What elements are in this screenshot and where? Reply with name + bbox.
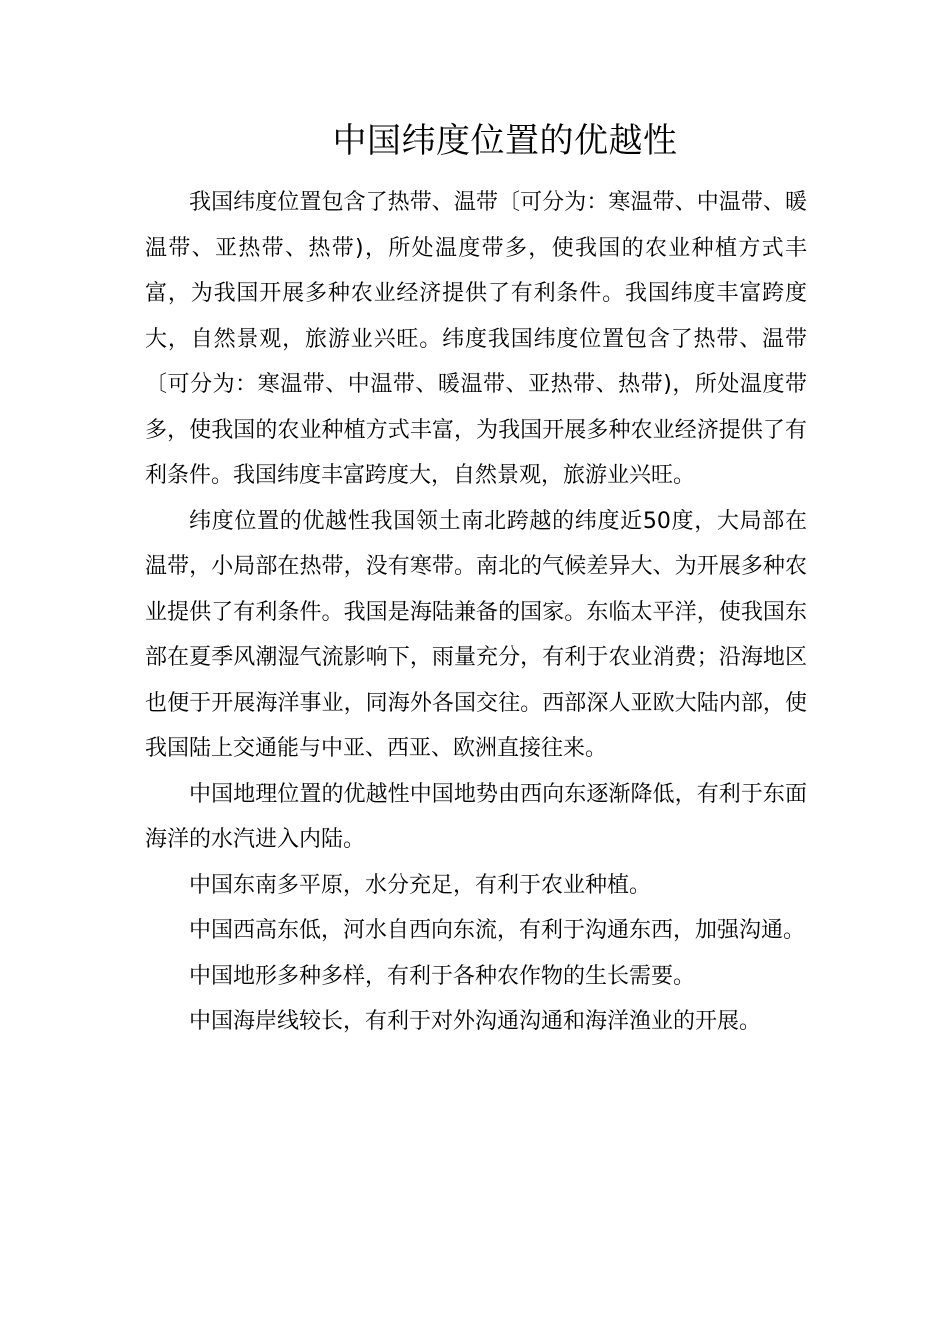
paragraph-latitude-advantages: 纬度位置的优越性我国领土南北跨越的纬度近50度，大局部在温带，小局部在热带，没有寒带。南北的气候差异大、为开展多种农业提供了有利条件。我国是海陆兼备的国家。东临太平洋，使我国东部在夏季风潮湿气流影响下，雨量充分，有利于农业消费；沿海地区也便于开展海洋事业，同海外各国交往。西部深人亚欧大陆内部，使我国陆上交通能与中亚、西亚、欧洲直接往来。 xyxy=(145,508,807,761)
document-title: 中国纬度位置的优越性 xyxy=(332,121,678,161)
paragraph-coastline: 中国海岸线较长，有利于对外沟通沟通和海洋渔业的开展。 xyxy=(189,1009,762,1034)
paragraph-terrain-variety: 中国地形多种多样，有利于各种农作物的生长需要。 xyxy=(189,963,696,989)
paragraph-terrain-slope: 中国地理位置的优越性中国地势由西向东逐渐降低，有利于东面海洋的水汽进入内陆。 xyxy=(145,781,807,852)
paragraph-rivers-flow: 中国西高东低，河水自西向东流，有利于沟通东西，加强沟通。 xyxy=(189,918,806,943)
document-body xyxy=(145,180,807,1045)
paragraph-southeast-plains: 中国东南多平原，水分充足，有利于农业种植。 xyxy=(189,872,652,898)
paragraph-latitude-zones: 我国纬度位置包含了热带、温带〔可分为：寒温带、中温带、暖温带、亚热带、热带)，所处温度带多，使我国的农业种植方式丰富，为我国开展多种农业经济提供了有利条件。我国纬度丰富跨度大，自然景观，旅游业兴旺。纬度我国纬度位置包含了热带、温带〔可分为：寒温带、中温带、暖温带、亚热带、热带)，所处温度带多，使我国的农业种植方式丰富，为我国开展多种农业经济提供了有利条件。我国纬度丰富跨度大，自然景观，旅游业兴旺。 xyxy=(145,190,807,488)
